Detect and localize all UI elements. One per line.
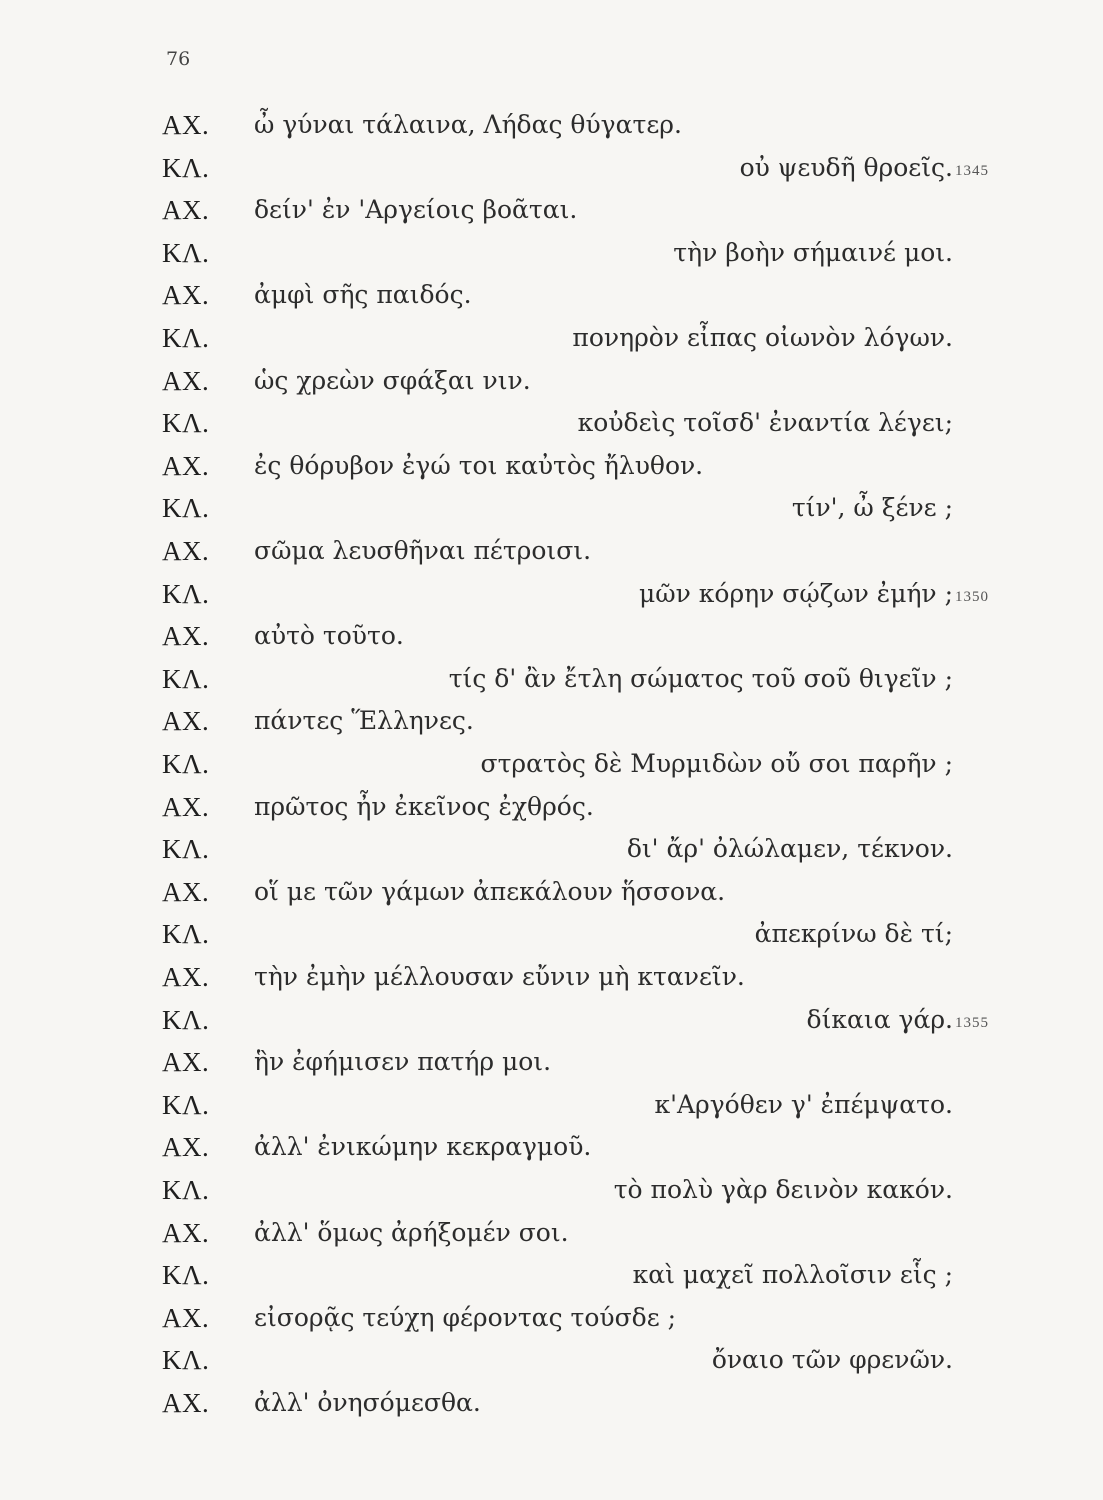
speaker-label: ΑΧ. [162, 962, 210, 992]
verse-line-number: 1355 [955, 1014, 989, 1031]
verse-text: τὴν ἐμὴν μέλλουσαν εὔνιν μὴ κτανεῖν. [254, 962, 745, 991]
dialogue-line [0, 1086, 1103, 1128]
dialogue-line [0, 362, 1103, 404]
dialogue-line [0, 532, 1103, 574]
speaker-label: ΑΧ. [162, 1302, 210, 1333]
speaker-label: ΚΛ. [162, 1345, 210, 1376]
speaker-label: ΚΛ. [162, 1089, 210, 1120]
dialogue-line [0, 276, 1103, 318]
speaker-label: ΚΛ. [162, 749, 210, 779]
page-number: 76 [166, 48, 191, 70]
verse-text: τίν', ὦ ξένε ; [791, 493, 953, 523]
dialogue-line [0, 447, 1103, 489]
dialogue-line [0, 1043, 1103, 1085]
dialogue-line [0, 234, 1103, 276]
speaker-label: ΑΧ. [162, 791, 210, 822]
verse-text: πρῶτος ἦν ἐκεῖνος ἐχθρός. [254, 791, 594, 821]
verse-text: τὴν βοὴν σήμαινέ μοι. [673, 237, 953, 267]
dialogue-line [0, 1384, 1103, 1426]
speaker-label: ΑΧ. [162, 450, 210, 481]
verse-text: δι' ἄρ' ὀλώλαμεν, τέκνον. [626, 834, 953, 864]
dialogue-line [0, 702, 1103, 744]
speaker-label: ΑΧ. [162, 1047, 210, 1078]
speaker-label: ΚΛ. [162, 663, 210, 694]
dialogue-line [0, 106, 1103, 148]
verse-text: ἐς θόρυβον ἐγώ τοι καὐτὸς ἤλυθον. [254, 450, 704, 480]
verse-text: οὐ ψευδῆ θροεῖς. [739, 152, 953, 182]
speaker-label: ΑΧ. [162, 621, 210, 652]
verse-text: στρατὸς δὲ Μυρμιδὼν οὔ σοι παρῆν ; [480, 749, 953, 778]
verse-text: καὶ μαχεῖ πολλοῖσιν εἷς ; [632, 1260, 953, 1290]
verse-line-number: 1345 [955, 162, 989, 179]
speaker-label: ΑΧ. [162, 706, 210, 737]
speaker-label: ΑΧ. [162, 195, 210, 226]
verse-text: κοὐδεὶς τοῖσδ' ἐναντία λέγει; [577, 408, 953, 438]
dialogue-line [0, 1299, 1103, 1341]
verse-text: οἵ με τῶν γάμων ἀπεκάλουν ἥσσονα. [254, 876, 726, 906]
speaker-label: ΑΧ. [162, 536, 210, 566]
verse-text: ὡς χρεὼν σφάξαι νιν. [254, 365, 531, 395]
verse-text: ἀμφὶ σῆς παιδός. [254, 280, 472, 310]
verse-text: ἀλλ' ὅμως ἀρήξομέν σοι. [254, 1217, 569, 1247]
dialogue-line [0, 575, 1103, 617]
verse-text: αὐτὸ τοῦτο. [254, 621, 404, 651]
verse-text: ἀπεκρίνω δὲ τί; [754, 919, 953, 949]
dialogue-line [0, 1001, 1103, 1043]
verse-text: δείν' ἐν 'Αργείοις βοᾶται. [254, 195, 578, 225]
dialogue-line [0, 1341, 1103, 1383]
speaker-label: ΑΧ. [162, 280, 210, 311]
verse-text: πονηρὸν εἶπας οἰωνὸν λόγων. [572, 323, 953, 352]
dialogue-line [0, 1171, 1103, 1213]
dialogue-line [0, 830, 1103, 872]
dialogue-line [0, 915, 1103, 957]
verse-text: μῶν κόρην σῴζων ἐμήν ; [638, 578, 953, 608]
dialogue-line [0, 958, 1103, 1000]
dialogue-line [0, 745, 1103, 787]
dialogue-line [0, 1214, 1103, 1256]
dialogue-line [0, 191, 1103, 233]
dialogue-line [0, 1128, 1103, 1170]
verse-text: πάντες Ἕλληνες. [254, 706, 474, 736]
verse-text: ὦ γύναι τάλαινα, Λήδας θύγατερ. [254, 110, 682, 139]
verse-text: ἀλλ' ὀνησόμεσθα. [254, 1388, 481, 1417]
dialogue-line [0, 404, 1103, 446]
dialogue-line [0, 1256, 1103, 1298]
verse-text: τὸ πολὺ γὰρ δεινὸν κακόν. [613, 1175, 953, 1204]
speaker-label: ΚΛ. [162, 408, 210, 439]
speaker-label: ΚΛ. [162, 1260, 210, 1291]
speaker-label: ΑΧ. [162, 365, 210, 396]
verse-text: δίκαια γάρ. [806, 1004, 953, 1034]
speaker-label: ΑΧ. [162, 1388, 210, 1418]
speaker-label: ΚΛ. [162, 919, 210, 950]
verse-text: ἣν ἐφήμισεν πατήρ μοι. [254, 1047, 552, 1077]
speaker-label: ΚΛ. [162, 1004, 210, 1035]
dialogue-line [0, 873, 1103, 915]
verse-text: ἀλλ' ἐνικώμην κεκραγμοῦ. [254, 1132, 592, 1162]
speaker-label: ΚΛ. [162, 493, 210, 524]
speaker-label: ΚΛ. [162, 1175, 210, 1205]
dialogue-line [0, 489, 1103, 531]
verse-line-number: 1350 [955, 588, 989, 605]
verse-text: ὄναιο τῶν φρενῶν. [711, 1345, 953, 1375]
speaker-label: ΚΛ. [162, 152, 210, 183]
dialogue-line [0, 788, 1103, 830]
dialogue-line [0, 617, 1103, 659]
dialogue-line [0, 660, 1103, 702]
verse-text: τίς δ' ἂν ἔτλη σώματος τοῦ σοῦ θιγεῖν ; [448, 663, 953, 693]
speaker-label: ΑΧ. [162, 110, 210, 140]
verse-text: εἰσορᾷς τεύχη φέροντας τούσδε ; [254, 1302, 677, 1332]
speaker-label: ΚΛ. [162, 578, 210, 609]
speaker-label: ΚΛ. [162, 237, 210, 268]
dialogue-line [0, 319, 1103, 361]
verse-text: σῶμα λευσθῆναι πέτροισι. [254, 536, 592, 565]
speaker-label: ΑΧ. [162, 876, 210, 907]
speaker-label: ΚΛ. [162, 834, 210, 865]
speaker-label: ΑΧ. [162, 1217, 210, 1248]
dialogue-line [0, 149, 1103, 191]
speaker-label: ΚΛ. [162, 323, 210, 353]
verse-text: κ'Αργόθεν γ' ἐπέμψατο. [654, 1089, 953, 1119]
speaker-label: ΑΧ. [162, 1132, 210, 1163]
